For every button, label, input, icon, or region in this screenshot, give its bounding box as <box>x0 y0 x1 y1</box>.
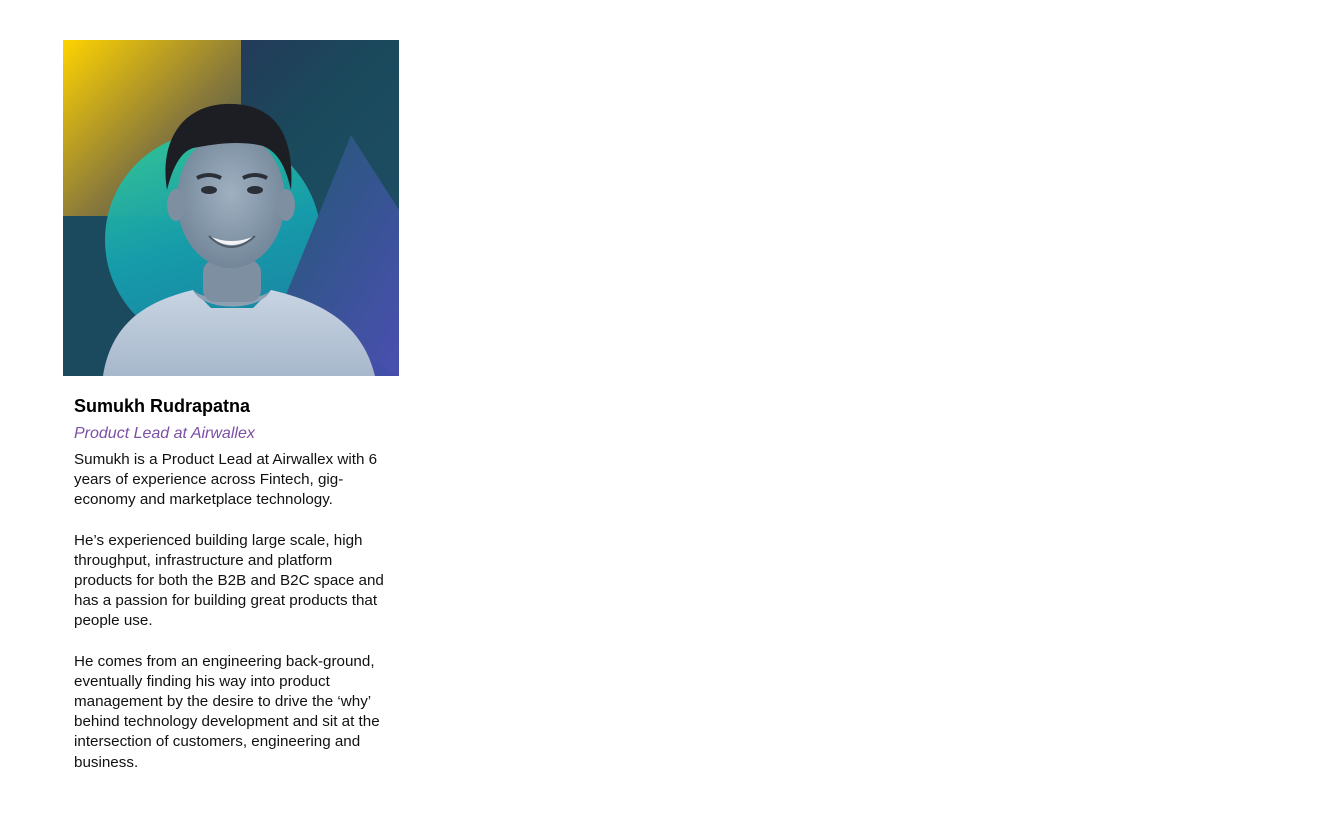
speaker-role: Product Lead at Airwallex <box>74 425 255 442</box>
bio-paragraph: He’s experienced building large scale, high throughput, infrastructure and platform products for both the B2B and B2C space and has a passion for building great products that people use. <box>74 531 384 630</box>
speaker-portrait <box>63 40 399 376</box>
speaker-card <box>63 40 399 793</box>
speaker-bio <box>74 450 388 773</box>
speaker-info <box>63 395 399 773</box>
bio-paragraph: He comes from an engineering back-ground, eventually finding his way into product management by the desire to drive the ‘why’ behind technology development and sit at the intersection of customers, engineering and business. <box>74 652 380 771</box>
speaker-name: Sumukh Rudrapatna <box>74 396 251 416</box>
bio-paragraph: Sumukh is a Product Lead at Airwallex with 6 years of experience across Fintech, gig-economy and marketplace technology. <box>74 451 378 509</box>
